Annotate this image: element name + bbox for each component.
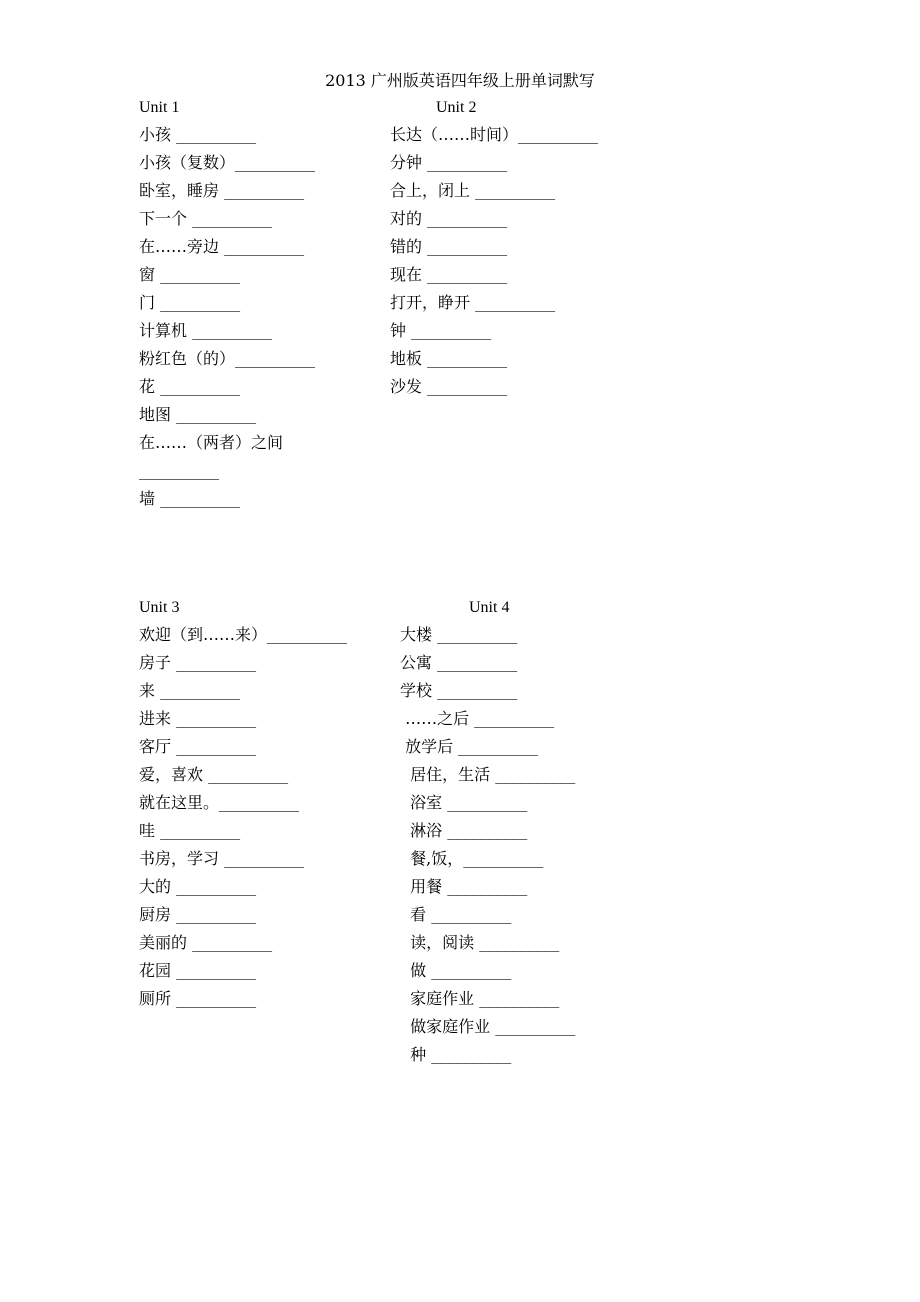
word-prompt: 做 __________ xyxy=(400,961,512,980)
word-prompt: 卧室，睡房 __________ xyxy=(139,181,305,200)
list-item xyxy=(139,124,315,152)
word-prompt: 做家庭作业 __________ xyxy=(400,1017,576,1036)
word-prompt: 哇 __________ xyxy=(139,821,241,840)
word-prompt: 欢迎（到……来）__________ xyxy=(139,625,348,644)
unit-1-word-list xyxy=(139,124,315,516)
list-item xyxy=(139,820,347,848)
word-prompt: 读，阅读 __________ xyxy=(400,933,560,952)
list-item xyxy=(390,320,598,348)
word-prompt: 对的 __________ xyxy=(390,209,508,228)
list-item xyxy=(400,1044,575,1072)
list-item xyxy=(139,460,315,488)
word-prompt: 下一个 __________ xyxy=(139,209,273,228)
word-prompt: 放学后 __________ xyxy=(400,737,539,756)
list-item xyxy=(139,876,347,904)
word-prompt: 居住，生活 __________ xyxy=(400,765,576,784)
word-prompt: 爱，喜欢 __________ xyxy=(139,765,289,784)
word-prompt: 淋浴 __________ xyxy=(400,821,528,840)
word-prompt: 来 __________ xyxy=(139,681,241,700)
word-prompt: 厕所 __________ xyxy=(139,989,257,1008)
list-item xyxy=(390,152,598,180)
list-item xyxy=(139,348,315,376)
word-prompt: 地板 __________ xyxy=(390,349,508,368)
list-item xyxy=(139,764,347,792)
word-prompt: 进来 __________ xyxy=(139,709,257,728)
list-item xyxy=(139,432,315,460)
unit-2-word-list xyxy=(390,124,598,404)
page-title: 2013 广州版英语四年级上册单词默写 xyxy=(325,71,595,90)
list-item xyxy=(400,736,575,764)
word-prompt: 看 __________ xyxy=(400,905,512,924)
word-prompt: 小孩 __________ xyxy=(139,125,257,144)
word-prompt: 就在这里。__________ xyxy=(139,793,300,812)
list-item xyxy=(139,404,315,432)
word-prompt: 客厅 __________ xyxy=(139,737,257,756)
list-item xyxy=(139,792,347,820)
list-item xyxy=(139,152,315,180)
unit-4-heading: Unit 4 xyxy=(469,599,510,616)
list-item xyxy=(139,624,347,652)
list-item xyxy=(400,932,575,960)
unit-3-word-list xyxy=(139,624,347,1016)
word-prompt: 花 __________ xyxy=(139,377,241,396)
list-item xyxy=(400,624,575,652)
list-item xyxy=(139,292,315,320)
list-item xyxy=(139,708,347,736)
word-prompt: 大的 __________ xyxy=(139,877,257,896)
list-item xyxy=(400,848,575,876)
word-prompt: 美丽的 __________ xyxy=(139,933,273,952)
list-item xyxy=(400,680,575,708)
word-prompt: 在……旁边 __________ xyxy=(139,237,305,256)
list-item xyxy=(400,708,575,736)
list-item xyxy=(139,680,347,708)
answer-blank: __________ xyxy=(139,461,219,480)
list-item xyxy=(139,988,347,1016)
word-prompt: ……之后 __________ xyxy=(400,709,555,728)
word-prompt: 用餐 __________ xyxy=(400,877,528,896)
unit-3-heading: Unit 3 xyxy=(139,599,180,616)
list-item xyxy=(390,292,598,320)
word-prompt: 分钟 __________ xyxy=(390,153,508,172)
word-prompt: 学校 __________ xyxy=(400,681,518,700)
list-item xyxy=(400,904,575,932)
list-item xyxy=(400,820,575,848)
word-prompt: 厨房 __________ xyxy=(139,905,257,924)
word-prompt: 粉红色（的）__________ xyxy=(139,349,316,368)
list-item xyxy=(139,652,347,680)
word-prompt: 餐,饭，__________ xyxy=(400,849,544,868)
list-item xyxy=(390,376,598,404)
word-prompt: 墙 __________ xyxy=(139,489,241,508)
word-prompt: 错的 __________ xyxy=(390,237,508,256)
list-item xyxy=(139,960,347,988)
word-prompt: 浴室 __________ xyxy=(400,793,528,812)
word-prompt: 花园 __________ xyxy=(139,961,257,980)
word-prompt: 公寓 __________ xyxy=(400,653,518,672)
list-item xyxy=(139,376,315,404)
word-prompt: 沙发 __________ xyxy=(390,377,508,396)
word-prompt: 窗 __________ xyxy=(139,265,241,284)
word-prompt: 合上，闭上 __________ xyxy=(390,181,556,200)
list-item xyxy=(390,348,598,376)
list-item xyxy=(400,988,575,1016)
list-item xyxy=(139,264,315,292)
unit-2-heading: Unit 2 xyxy=(436,99,477,116)
word-prompt: 长达（……时间）__________ xyxy=(390,125,599,144)
word-prompt: 家庭作业 __________ xyxy=(400,989,560,1008)
list-item xyxy=(400,792,575,820)
word-prompt: 门 __________ xyxy=(139,293,241,312)
list-item xyxy=(390,208,598,236)
word-prompt: 房子 __________ xyxy=(139,653,257,672)
list-item xyxy=(390,264,598,292)
list-item xyxy=(400,652,575,680)
word-prompt: 书房，学习 __________ xyxy=(139,849,305,868)
word-prompt: 钟 __________ xyxy=(390,321,492,340)
list-item xyxy=(139,236,315,264)
list-item xyxy=(390,180,598,208)
unit-1-heading: Unit 1 xyxy=(139,99,180,116)
word-prompt: 小孩（复数）__________ xyxy=(139,153,316,172)
word-prompt: 打开，睁开 __________ xyxy=(390,293,556,312)
list-item xyxy=(139,904,347,932)
list-item xyxy=(139,932,347,960)
list-item xyxy=(139,736,347,764)
list-item xyxy=(139,320,315,348)
list-item xyxy=(400,764,575,792)
list-item xyxy=(139,488,315,516)
list-item xyxy=(390,124,598,152)
list-item xyxy=(139,180,315,208)
list-item xyxy=(390,236,598,264)
list-item xyxy=(139,208,315,236)
unit-4-word-list xyxy=(400,624,575,1072)
word-prompt: 现在 __________ xyxy=(390,265,508,284)
word-prompt: 地图 __________ xyxy=(139,405,257,424)
word-prompt: 大楼 __________ xyxy=(400,625,518,644)
list-item xyxy=(400,876,575,904)
list-item xyxy=(400,1016,575,1044)
list-item xyxy=(139,848,347,876)
word-prompt: 在……（两者）之间 xyxy=(139,433,284,452)
word-prompt: 种 __________ xyxy=(400,1045,512,1064)
word-prompt: 计算机 __________ xyxy=(139,321,273,340)
list-item xyxy=(400,960,575,988)
